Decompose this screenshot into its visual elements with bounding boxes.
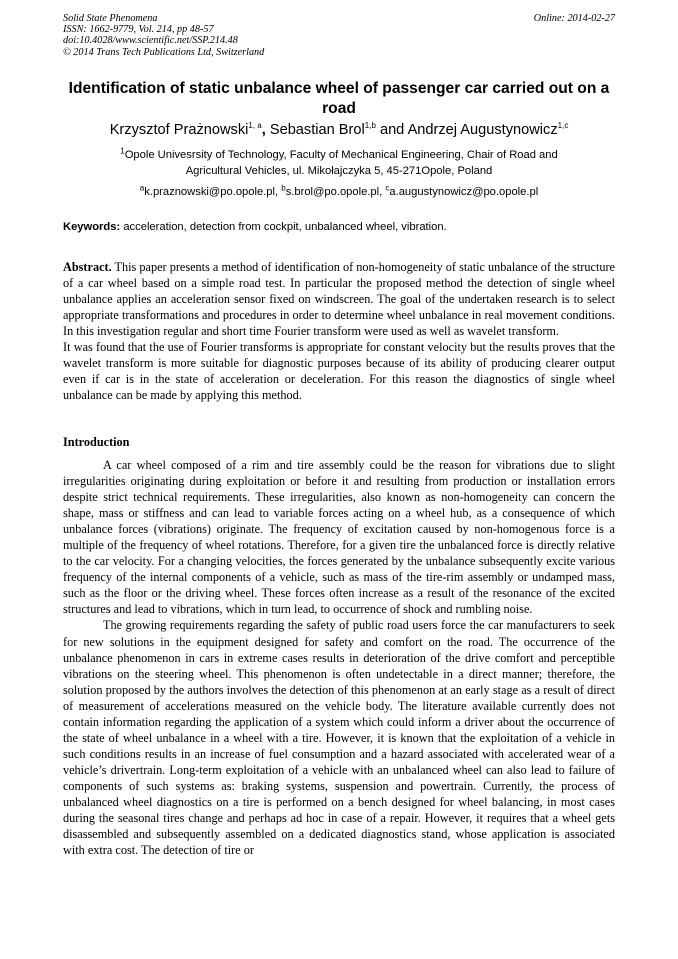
author-2-affil: 1,b [364, 121, 376, 131]
section-heading-introduction: Introduction [63, 435, 130, 449]
email-a: k.praznowski@po.opole.pl, [144, 186, 279, 198]
email-c: a.augustynowicz@po.opole.pl [389, 186, 539, 198]
introduction-body [63, 457, 615, 858]
online-date: Online: 2014-02-27 [533, 13, 615, 24]
email-b-marker: b [281, 183, 286, 193]
email-a-marker: a [139, 183, 145, 193]
affiliation-line-1: Opole Univesrsity of Technology, Faculty of Mechanical Engineering, Chair of Road and [124, 149, 558, 161]
keywords [63, 220, 615, 235]
author-1: Krzysztof Prażnowski [109, 122, 249, 138]
journal-copyright: © 2014 Trans Tech Publications Ltd, Switzerland [63, 46, 265, 58]
affiliation-marker: 1 [120, 146, 125, 156]
author-emails [63, 185, 615, 200]
email-b: s.brol@po.opole.pl, [285, 186, 383, 198]
introduction-paragraph-2: The growing requirements regarding the safety of public road users force the car manufacturers to seek for new solutions in the equipment designed for safety and comfort on the road. The occurrence of the unbalance phenomenon in cars in extreme cases results in deterioration of the drive comfort and perceptible vibrations on the steering wheel. This phenomenon is often undetectable in a direct manner; therefore, the solution proposed by the authors involves the detection of this phenomenon at an early stage as a result of direct of measurement of accelerations measured on the vehicle body. The literature available currently does not contain information regarding the application of a system which could inform a driver about the occurrence of the state of wheel unbalance in a wheel with a tire. However, it is known that the exploitation of a vehicle in such conditions results in an increase of fuel consumption and a hazard associated with accelerated wear of a vehicle’s drivertrain. Long-term exploitation of a vehicle with an unbalanced wheel can also lead to failure of components of such systems as: braking systems, suspension and powertrain. Currently, the process of unbalanced wheel diagnostics on a tire is performed on a bench designed for wheel balancing, in most cases during the seasonal tires change and perhaps ad hoc in case of a repair. However, it requires that a wheel gets disassembled and subsequently assembled on a dedicated diagnostics stand, whose application is associated with extra cost. The detection of tire or [63, 618, 615, 858]
author-3: Andrzej Augustynowicz [407, 122, 558, 138]
journal-name: Solid State Phenomena [63, 13, 158, 24]
journal-doi: doi:10.4028/www.scientific.net/SSP.214.48 [63, 35, 238, 47]
abstract-text-1: This paper presents a method of identification of non-homogeneity of static unbalance of the structure of a car wheel based on a simple road test. In particular the proposed method the detection of single wheel unbalance applies an acceleration sensor fixed on windscreen. The goal of the undertaken research is to select appropriate transformations and procedures in order to determine wheel unbalance in real movement conditions. In this investigation regular and short time Fourier transform were used as well as wavelet transform. [63, 260, 615, 339]
abstract-paragraph-2: It was found that the use of Fourier transforms is appropriate for constant velocity but the results proves that the wavelet transform is more suitable for diagnostic purposes because of its ability of producing clearer output even if car is in the state of acceleration or deceleration. For this reason the diagnostics of single wheel unbalance can be made by applying this method. [63, 340, 615, 403]
author-separator: , [261, 122, 266, 138]
affiliation [63, 148, 615, 179]
journal-header [63, 13, 615, 58]
author-1-affil: 1, a [248, 121, 262, 131]
author-list [63, 121, 615, 139]
journal-issn: ISSN: 1662-9779, Vol. 214, pp 48-57 [63, 24, 214, 36]
abstract-label: Abstract. [63, 260, 112, 274]
introduction-paragraph-1: A car wheel composed of a rim and tire assembly could be the reason for vibrations due to slight irregularities originating during exploitation or before it and resulting from production or installation errors despite strict technical requirements. These irregularities, also known as non-homogeneity can concern the shape, mass or stiffness and can lead to variable forces acting on a wheel hub, as a consequence of which unbalance forces (vibrations) originate. The frequency of excitation caused by non-homogenous force is a multiple of the frequency of wheel rotations. Therefore, for a given tire the unbalanced force is directly relative to the car velocity. For a changing velocities, the forces generated by the unbalance subsequently excite various frequency of the internal components of a vehicle, such as mass of the tire-rim assembly or undamped mass, such as the floor or the driving wheel. These forces often increase as a result of the resonance of the excited structures and lead to vibrations, which in turn lead, to occurrence of shock and rumbling noise. [63, 458, 615, 617]
author-3-affil: 1,c [557, 121, 569, 131]
abstract-paragraph-1 [63, 259, 615, 339]
keywords-label: Keywords: [63, 221, 121, 233]
paper-title: Identification of static unbalance wheel of passenger car carried out on a road [68, 80, 610, 117]
abstract [63, 259, 615, 403]
author-2: Sebastian Brol [269, 122, 365, 138]
author-and: and [379, 122, 405, 138]
keywords-text: acceleration, detection from cockpit, unbalanced wheel, vibration. [123, 221, 447, 233]
affiliation-line-2: Agricultural Vehicles, ul. Mikołajczyka 5, 45-271Opole, Poland [185, 164, 493, 177]
email-c-marker: c [385, 183, 390, 193]
